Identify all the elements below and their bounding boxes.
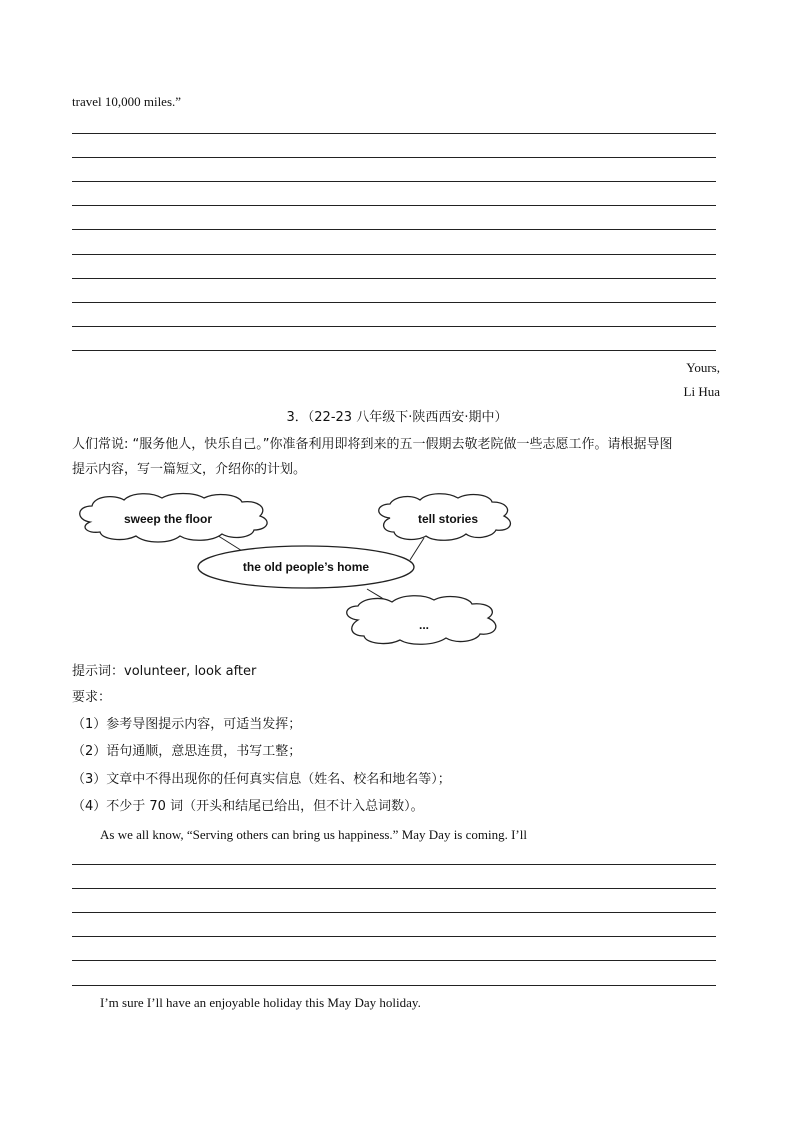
writing-line	[72, 278, 716, 279]
continuation-text: travel 10,000 miles.”	[72, 94, 182, 109]
writing-line	[72, 960, 716, 961]
requirement-item: （3）文章中不得出现你的任何真实信息（姓名、校名和地名等）；	[72, 772, 451, 787]
cloud-tell-stories	[379, 494, 511, 541]
writing-line	[72, 888, 716, 889]
writing-line	[72, 181, 716, 182]
writing-line	[72, 205, 716, 206]
essay-ending: I’m sure I’ll have an enjoyable holiday this May Day holiday.	[100, 995, 421, 1010]
writing-line	[72, 350, 716, 351]
hint-keywords: 提示词：volunteer, look after	[72, 664, 257, 679]
letter-closing: Yours,	[686, 360, 720, 375]
writing-line	[72, 157, 716, 158]
requirement-item: （2）语句通顺，意思连贯，书写工整；	[72, 744, 302, 759]
writing-line	[72, 985, 716, 986]
node-label: sweep the floor	[124, 512, 213, 526]
question-heading: 3．（22-23 八年级下·陕西西安·期中）	[286, 410, 508, 425]
node-label: tell stories	[418, 512, 479, 526]
requirement-item: （1）参考导图提示内容，可适当发挥；	[72, 717, 302, 732]
writing-line	[72, 133, 716, 134]
writing-line	[72, 254, 716, 255]
writing-line	[72, 864, 716, 865]
writing-line	[72, 302, 716, 303]
cloud-ellipsis	[347, 596, 496, 645]
prompt-line-1: 人们常说: “服务他人，快乐自己。”你准备利用即将到来的五一假期去敬老院做一些志愿工作。请根据导图	[72, 437, 673, 452]
central-node	[198, 546, 414, 588]
cloud-sweep-the-floor	[80, 494, 267, 543]
requirements-title: 要求：	[72, 690, 112, 705]
node-label: ...	[418, 618, 430, 632]
writing-line	[72, 229, 716, 230]
writing-line	[72, 936, 716, 937]
requirement-item: （4）不少于 70 词（开头和结尾已给出，但不计入总词数）。	[72, 799, 424, 814]
connector-line	[410, 538, 424, 560]
mind-map-diagram	[72, 492, 552, 660]
essay-opening: As we all know, “Serving others can bring us happiness.” May Day is coming. I’ll	[100, 827, 527, 842]
central-node-label: the old people’s home	[242, 560, 370, 574]
writing-line	[72, 326, 716, 327]
prompt-line-2: 提示内容，写一篇短文，介绍你的计划。	[72, 462, 307, 477]
writing-line	[72, 912, 716, 913]
letter-signature: Li Hua	[683, 384, 720, 399]
